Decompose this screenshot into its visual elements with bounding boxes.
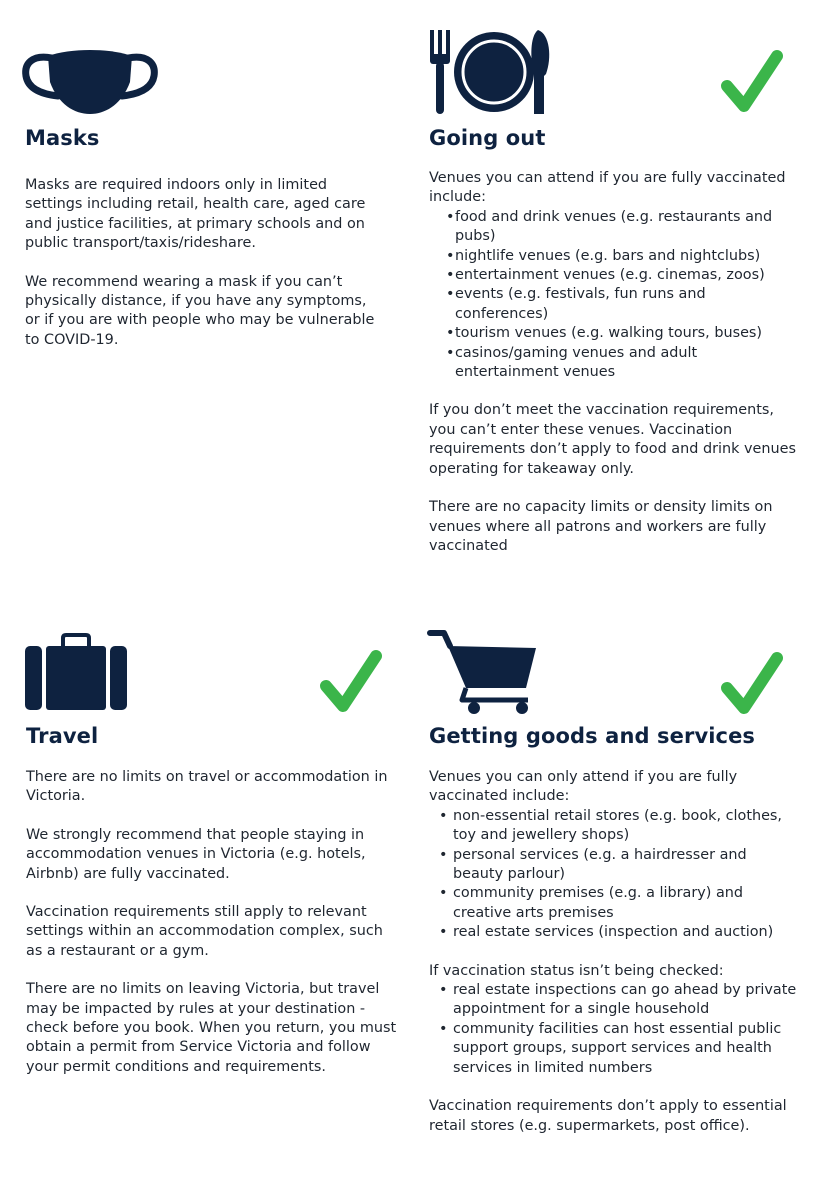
mask-icon — [22, 46, 158, 116]
goods-intro: Venues you can only attend if you are fully vaccinated include: — [429, 769, 738, 805]
plate-cutlery-icon — [428, 28, 556, 116]
paragraph: If you don’t meet the vaccination requirements, you can’t enter these venues. Vaccination requirements don’t apply to food and drink venues operating for takeaway only. — [429, 402, 796, 477]
list-item: • food and drink venues (e.g. restaurants and pubs) — [446, 208, 799, 247]
goods-unchecked-list — [429, 981, 799, 1078]
list-item: • real estate inspections can go ahead by private appointment for a single household — [439, 981, 799, 1020]
checkmark-icon — [722, 50, 782, 114]
going-out-intro: Venues you can attend if you are fully vaccinated include: — [429, 170, 786, 206]
checkmark-icon — [321, 650, 381, 714]
list-item: • nightlife venues (e.g. bars and nightclubs) — [446, 247, 799, 266]
masks-title: Masks — [25, 126, 100, 150]
list-item: • events (e.g. festivals, fun runs and conferences) — [446, 285, 799, 324]
suitcase-icon — [25, 634, 127, 712]
goods-venue-list — [429, 807, 799, 943]
list-item: • community facilities can host essential public support groups, support services and health services in limited numbers — [439, 1020, 799, 1078]
goods-intro-unchecked: If vaccination status isn’t being checked: — [429, 962, 724, 979]
goods-services-body — [429, 768, 799, 1136]
paragraph: We recommend wearing a mask if you can’t physically distance, if you have any symptoms, or if you are with people who may be vulnerable to COVID-19. — [25, 273, 375, 348]
going-out-venue-list — [429, 208, 799, 383]
list-item: • casinos/gaming venues and adult entertainment venues — [446, 344, 799, 383]
going-out-body — [429, 169, 799, 556]
list-item: • entertainment venues (e.g. cinemas, zoos) — [446, 266, 799, 285]
travel-title: Travel — [26, 724, 99, 748]
paragraph: There are no limits on travel or accommodation in Victoria. — [26, 769, 388, 805]
paragraph: Masks are required indoors only in limited settings including retail, health care, aged care and justice facilities, at primary schools and on public transport/taxis/rideshare. — [25, 177, 366, 252]
masks-body — [25, 176, 380, 350]
travel-body — [26, 768, 398, 1077]
list-item: • community premises (e.g. a library) and creative arts premises — [439, 884, 799, 923]
paragraph: There are no capacity limits or density limits on venues where all patrons and workers are fully vaccinated — [429, 499, 773, 554]
paragraph: Vaccination requirements don’t apply to essential retail stores (e.g. supermarkets, post office). — [429, 1098, 787, 1134]
paragraph: There are no limits on leaving Victoria, but travel may be impacted by rules at your destination - check before you book. When you return, you must obtain a permit from Service Victoria and follow your permit conditions and requirements. — [26, 981, 397, 1075]
paragraph: We strongly recommend that people staying in accommodation venues in Victoria (e.g. hotels, Airbnb) are fully vaccinated. — [26, 826, 366, 882]
paragraph: Vaccination requirements still apply to relevant settings within an accommodation complex, such as a restaurant or a gym. — [26, 904, 383, 959]
list-item: • non-essential retail stores (e.g. book, clothes, toy and jewellery shops) — [439, 807, 799, 846]
shopping-cart-icon — [428, 628, 540, 716]
list-item: • real estate services (inspection and auction) — [439, 923, 799, 942]
going-out-title: Going out — [429, 126, 546, 150]
goods-services-title: Getting goods and services — [429, 724, 756, 748]
list-item: • personal services (e.g. a hairdresser and beauty parlour) — [439, 846, 799, 885]
list-item: • tourism venues (e.g. walking tours, buses) — [446, 324, 799, 343]
checkmark-icon — [722, 652, 782, 716]
